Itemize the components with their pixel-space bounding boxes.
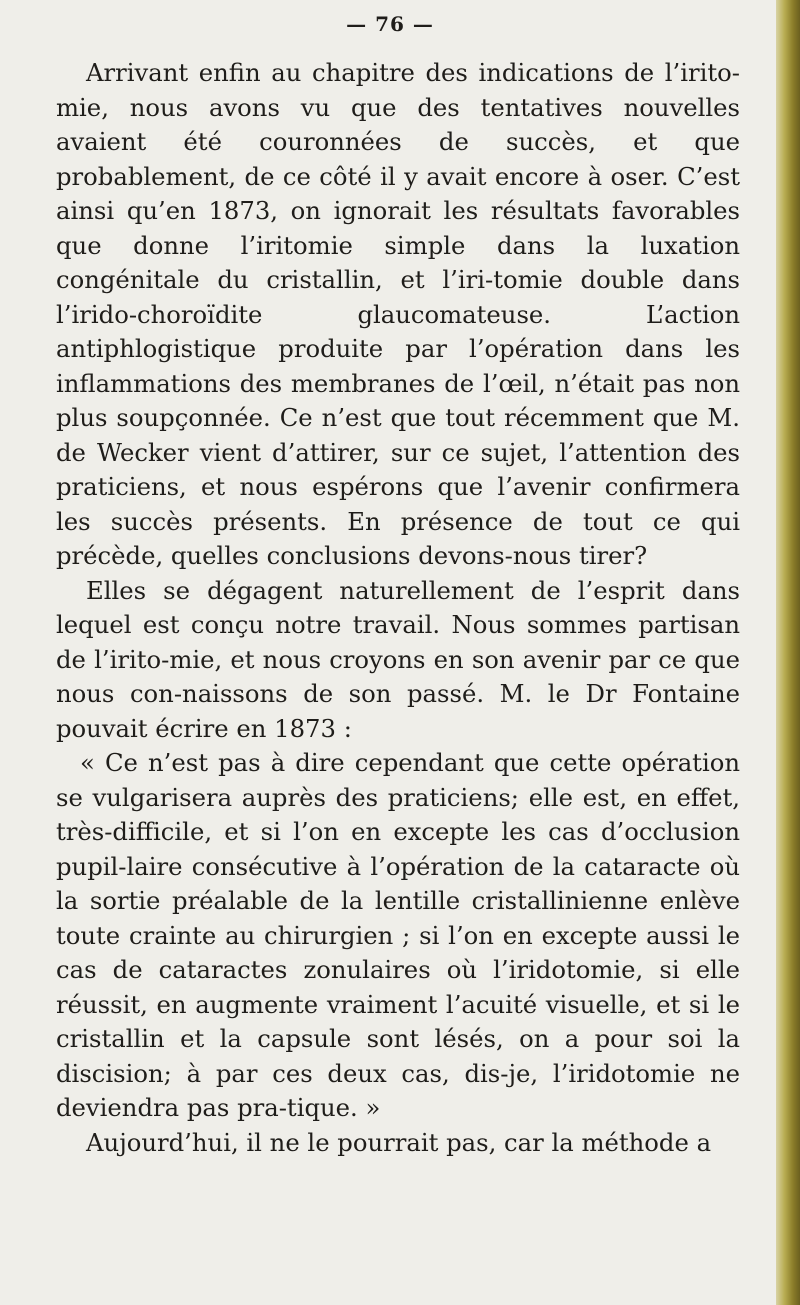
paragraph-indications: Arrivant enfin au chapitre des indications de l’irito-mie, nous avons vu que des tentatives nouvelles avaient été couronnées de succès, et que probablement, de ce côté il y avait encore à oser. C’est ainsi qu’en 1873, on ignorait les résultats favorables que donne l’iritomie simple dans la luxation congénitale du cristallin, et l’iri-tomie double dans l’irido-choroïdite glaucomateuse. L’action antiphlogistique produite par l’opération dans les inflammations des membranes de l’œil, n’était pas non plus soupçonnée. Ce n’est que tout récemment que M. de Wecker vient d’attirer, sur ce sujet, l’attention des praticiens, et nous espérons que l’avenir confirmera les succès présents. En présence de tout ce qui précède, quelles conclusions devons-nous tirer? — [56, 58, 740, 570]
paragraph-aujourdhui: Aujourd’hui, il ne le pourrait pas, car la méthode a — [86, 1127, 712, 1157]
page-number: — 76 — — [346, 12, 434, 36]
paragraph-conclusions: Elles se dégagent naturellement de l’esprit dans lequel est conçu notre travail. Nous sommes partisan de l’irito-mie, et nous croyons en son avenir par ce que nous con-naissons de son passé. M. le Dr Fontaine pouvait écrire en 1873 : — [56, 575, 740, 743]
page-edge — [776, 0, 800, 1305]
body-text — [56, 56, 740, 1160]
paragraph-fontaine-quote: « Ce n’est pas à dire cependant que cette opération se vulgarisera auprès des praticiens; elle est, en effet, très-difficile, et si l’on en excepte les cas d’occlusion pupil-laire consécutive à l’opération de la cataracte où la sortie préalable de la lentille cristallinienne enlève toute crainte au chirurgien ; si l’on en excepte aussi le cas de cataractes zonulaires où l’iridotomie, si elle réussit, en augmente vraiment l’acuité visuelle, et si le cristallin et la capsule sont lésés, on a pour soi la discision; à par ces deux cas, dis-je, l’iridotomie ne deviendra pas pra-tique. » — [56, 748, 740, 1122]
